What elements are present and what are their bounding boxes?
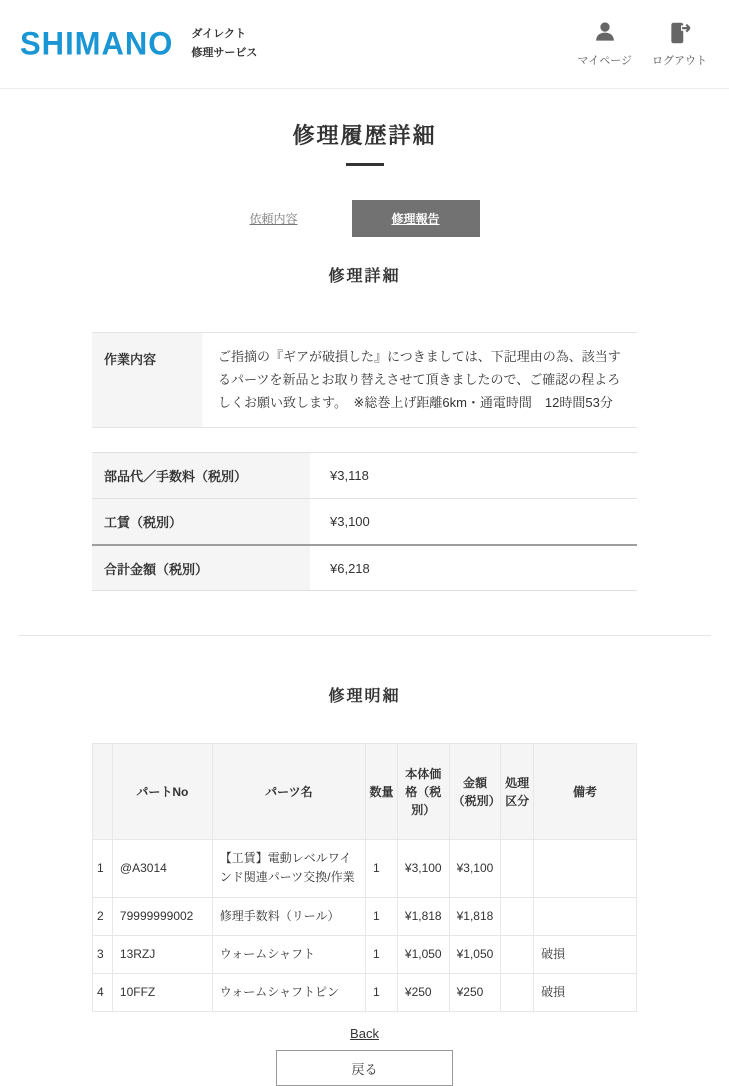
title-underline: [346, 163, 384, 166]
col-header-qty: 数量: [366, 744, 398, 840]
repair-items-heading: 修理明細: [328, 688, 401, 706]
site-header: [0, 0, 729, 89]
work-content-table: [92, 332, 637, 428]
parts-fee-value: ¥3,118: [310, 453, 637, 499]
work-content-label: 作業内容: [92, 333, 202, 428]
back-button[interactable]: 戻る: [276, 1050, 453, 1086]
item-part-no: 13RZJ: [112, 935, 212, 973]
tab-repair-report-label: 修理報告: [391, 212, 440, 226]
item-part-no: @A3014: [112, 840, 212, 897]
total-amount-label: 合計金額（税別）: [92, 545, 310, 591]
item-unit-price: ¥1,050: [397, 935, 449, 973]
item-category: [501, 935, 534, 973]
labor-fee-label: 工賃（税別）: [92, 499, 310, 545]
item-part-no: 10FFZ: [112, 974, 212, 1012]
col-header-part-name: パーツ名: [212, 744, 365, 840]
item-part-no: 79999999002: [112, 897, 212, 935]
repair-detail-heading: 修理詳細: [328, 268, 401, 285]
back-link[interactable]: Back: [350, 1026, 379, 1042]
table-row: [93, 897, 637, 935]
item-qty: 1: [366, 897, 398, 935]
logout-icon: [667, 20, 693, 46]
service-name: [191, 25, 257, 62]
col-header-note: 備考: [534, 744, 637, 840]
item-qty: 1: [366, 840, 398, 897]
item-category: [501, 897, 534, 935]
item-amount: ¥1,818: [449, 897, 501, 935]
col-header-category: 処理区分: [501, 744, 534, 840]
item-note: [534, 840, 637, 897]
service-name-line2: 修理サービス: [191, 47, 258, 59]
service-name-line1: ダイレクト: [191, 28, 246, 41]
col-header-index: [93, 744, 113, 840]
user-icon: [592, 20, 618, 46]
detail-tabs: [0, 200, 729, 237]
repair-items-table: [92, 743, 637, 1012]
parts-fee-label: 部品代／手数料（税別）: [92, 453, 310, 499]
item-part-name: 修理手数料（リール）: [212, 897, 365, 935]
item-note: 破損: [534, 935, 637, 973]
mypage-button[interactable]: [577, 20, 632, 68]
header-actions: [577, 20, 707, 68]
section-divider: [18, 635, 711, 636]
item-qty: 1: [366, 935, 398, 973]
main-content: [0, 119, 729, 1086]
logout-button[interactable]: [652, 20, 707, 68]
page-title: 修理履歴詳細: [292, 123, 437, 148]
item-part-name: ウォームシャフト: [212, 935, 365, 973]
item-no: 3: [93, 935, 113, 973]
table-header-row: [93, 744, 637, 840]
table-row: [93, 935, 637, 973]
total-amount-value: ¥6,218: [310, 545, 637, 591]
item-unit-price: ¥3,100: [397, 840, 449, 897]
item-amount: ¥1,050: [449, 935, 501, 973]
item-note: 破損: [534, 974, 637, 1012]
cost-summary-table: [92, 452, 637, 591]
table-row-total: [92, 545, 637, 591]
item-unit-price: ¥250: [397, 974, 449, 1012]
tab-repair-report[interactable]: [352, 200, 480, 237]
table-row: [92, 499, 637, 545]
table-row: [92, 453, 637, 499]
mypage-label: マイページ: [577, 55, 632, 67]
item-amount: ¥250: [449, 974, 501, 1012]
table-row: [92, 333, 637, 428]
item-no: 1: [93, 840, 113, 897]
table-row: [93, 974, 637, 1012]
labor-fee-value: ¥3,100: [310, 499, 637, 545]
item-part-name: 【工賃】電動レベルワインド関連パーツ交換/作業: [212, 840, 365, 897]
shimano-logo[interactable]: SHIMANO: [20, 25, 174, 62]
col-header-part-no: パートNo: [112, 744, 212, 840]
item-category: [501, 974, 534, 1012]
item-amount: ¥3,100: [449, 840, 501, 897]
item-unit-price: ¥1,818: [397, 897, 449, 935]
logout-label: ログアウト: [652, 55, 707, 67]
item-qty: 1: [366, 974, 398, 1012]
item-category: [501, 840, 534, 897]
item-part-name: ウォームシャフトピン: [212, 974, 365, 1012]
col-header-unit-price: 本体価格（税別）: [397, 744, 449, 840]
item-no: 2: [93, 897, 113, 935]
item-note: [534, 897, 637, 935]
tab-request-content[interactable]: 依頼内容: [249, 212, 298, 226]
item-no: 4: [93, 974, 113, 1012]
table-row: [93, 840, 637, 897]
work-content-text: ご指摘の『ギアが破損した』につきましては、下記理由の為、該当するパーツを新品とお取り替えさせて頂きましたので、ご確認の程よろしくお願い致します。 ※総巻上げ距離6km・通電時間 12時間53分: [202, 333, 637, 428]
col-header-amount: 金額（税別）: [449, 744, 501, 840]
